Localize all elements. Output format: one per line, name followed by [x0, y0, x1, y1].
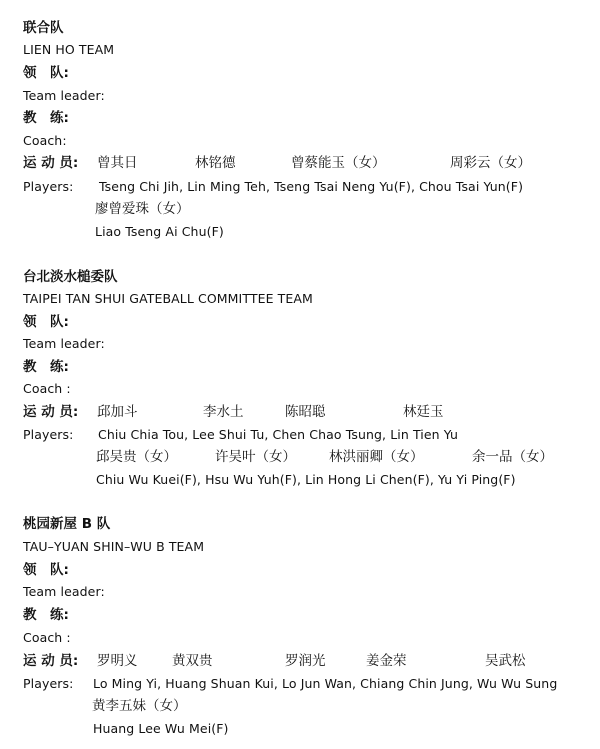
team-name-cn: 联合队 — [23, 20, 64, 36]
players-en: Lo Ming Yi, Huang Shuan Kui, Lo Jun Wan, Chiang Chin Jung, Wu Wu Sung — [93, 676, 558, 691]
leader-label-en: Team leader: — [23, 336, 105, 351]
player-cn: 廖曾爱珠（女） — [95, 201, 190, 217]
player-cn: 余一品（女） — [472, 449, 553, 465]
leader-label-en: Team leader: — [23, 88, 105, 103]
player-cn: 罗明义 — [97, 653, 138, 669]
player-cn: 邱吴贵（女） — [96, 449, 177, 465]
player-cn: 罗润光 — [285, 653, 326, 669]
player-cn: 邱加斗 — [97, 404, 138, 420]
player-cn: 黄双贵 — [172, 653, 213, 669]
players-label-en: Players: — [23, 676, 74, 691]
team-name-en: TAU–YUAN SHIN–WU B TEAM — [23, 539, 205, 554]
leader-label-cn: 领 队: — [23, 562, 69, 578]
leader-label-cn: 领 队: — [23, 314, 69, 330]
player-cn: 林铭德 — [195, 155, 236, 171]
coach-label-cn: 教 练: — [23, 110, 69, 126]
player-cn: 周彩云（女） — [450, 155, 531, 171]
player-cn: 姜金荣 — [366, 653, 407, 669]
players-label-cn: 运 动 员: — [23, 653, 79, 669]
players-en-2: Chiu Wu Kuei(F), Hsu Wu Yuh(F), Lin Hong Li Chen(F), Yu Yi Ping(F) — [96, 472, 516, 487]
player-cn: 陈昭聪 — [285, 404, 326, 420]
players-en: Chiu Chia Tou, Lee Shui Tu, Chen Chao Tsung, Lin Tien Yu — [98, 427, 459, 442]
player-cn: 吴武松 — [485, 653, 526, 669]
leader-label-en: Team leader: — [23, 584, 105, 599]
player-cn: 许吴叶（女） — [215, 449, 296, 465]
player-cn: 曾其日 — [97, 155, 138, 171]
player-cn: 曾蔡能玉（女） — [291, 155, 386, 171]
players-en-2: Huang Lee Wu Mei(F) — [93, 721, 229, 736]
coach-label-en: Coach: — [23, 133, 67, 148]
coach-label-en: Coach : — [23, 381, 71, 396]
coach-label-cn: 教 练: — [23, 607, 69, 623]
player-cn: 李水土 — [203, 404, 244, 420]
player-cn: 黄李五妹（女） — [92, 698, 187, 714]
coach-label-cn: 教 练: — [23, 359, 69, 375]
players-en-2: Liao Tseng Ai Chu(F) — [95, 224, 224, 239]
team-name-cn: 桃园新屋 B 队 — [23, 516, 111, 532]
players-label-en: Players: — [23, 427, 74, 442]
team-name-en: TAIPEI TAN SHUI GATEBALL COMMITTEE TEAM — [23, 291, 313, 306]
player-cn: 林洪丽卿（女） — [329, 449, 424, 465]
players-label-en: Players: — [23, 179, 74, 194]
coach-label-en: Coach : — [23, 630, 71, 645]
leader-label-cn: 领 队: — [23, 65, 69, 81]
player-cn: 林廷玉 — [403, 404, 444, 420]
team-name-cn: 台北淡水槌委队 — [23, 269, 118, 285]
players-label-cn: 运 动 员: — [23, 404, 79, 420]
players-label-cn: 运 动 员: — [23, 155, 79, 171]
team-name-en: LIEN HO TEAM — [23, 42, 115, 57]
players-en: Tseng Chi Jih, Lin Ming Teh, Tseng Tsai Neng Yu(F), Chou Tsai Yun(F) — [99, 179, 524, 194]
